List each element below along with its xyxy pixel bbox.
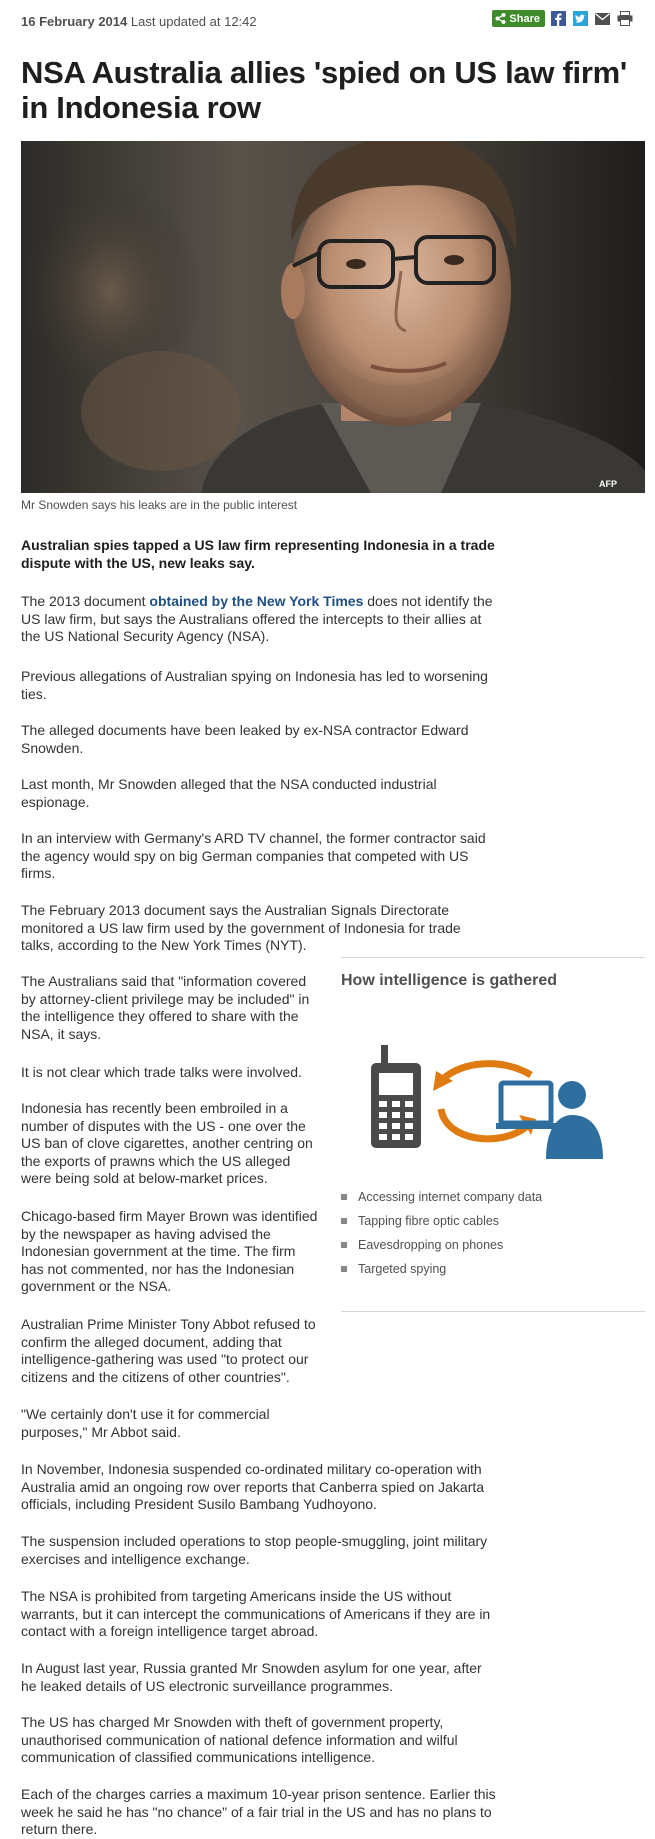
article-paragraph: In an interview with Germany's ARD TV channel, the former contractor said the agency would spy on big German companies that competed with US firms. — [21, 830, 486, 881]
article-headline: NSA Australia allies 'spied on US law firm' in Indonesia row — [21, 55, 627, 125]
share-tools — [492, 10, 633, 27]
list-item: Eavesdropping on phones — [341, 1233, 645, 1257]
lead-paragraph: Australian spies tapped a US law firm representing Indonesia in a trade dispute with the US, new leaks say. — [21, 537, 495, 571]
article-paragraph: In November, Indonesia suspended co-ordinated military co-operation with Australia amid an ongoing row over reports that Canberra spied on Jakarta officials, including President Susilo Bambang Yudhoyono. — [21, 1461, 485, 1512]
article-lead — [21, 537, 496, 572]
list-item: Targeted spying — [341, 1257, 645, 1281]
article-paragraph: It is not clear which trade talks were involved. — [21, 1064, 302, 1080]
bullet-icon — [341, 1242, 347, 1248]
image-credit: AFP — [599, 479, 617, 489]
last-updated: Last updated at 12:42 — [130, 14, 257, 29]
article-paragraph: "We certainly don't use it for commercial purposes," Mr Abbot said. — [21, 1406, 270, 1440]
article-meta-bar — [21, 14, 633, 34]
article-paragraph: Previous allegations of Australian spying on Indonesia has led to worsening ties. — [21, 668, 488, 702]
facebook-icon[interactable] — [550, 10, 567, 27]
bullet-icon — [341, 1266, 347, 1272]
share-label: Share — [509, 12, 540, 25]
computer-user-icon — [496, 1081, 603, 1159]
article-date: 16 February 2014 — [21, 14, 128, 29]
twitter-icon[interactable] — [572, 10, 589, 27]
article-paragraph: The NSA is prohibited from targeting Americans inside the US without warrants, but it can intercept the communications of Americans if they are in contact with a foreign intelligence target abroad. — [21, 1588, 491, 1639]
article-image — [21, 141, 645, 493]
article-paragraph: Each of the charges carries a maximum 10-year prison sentence. Earlier this week he said he has "no chance" of a fair trial in the US and has no plans to return there. — [21, 1786, 496, 1837]
print-icon[interactable] — [616, 10, 633, 27]
article-paragraph: Last month, Mr Snowden alleged that the NSA conducted industrial espionage. — [21, 776, 437, 810]
article-paragraph: The February 2013 document says the Australian Signals Directorate monitored a US law firm used by the government of Indonesia for trade talks, according to the New York Times (NYT). — [21, 902, 461, 953]
article-paragraph: The Australians said that "information covered by attorney-client privilege may be included" in the intelligence they offered to share with the NSA, it says. — [21, 973, 310, 1042]
article-paragraph: Australian Prime Minister Tony Abbot refused to confirm the alleged document, adding that intelligence-gathering was used "to protect our citizens and the citizens of other countries". — [21, 1316, 316, 1385]
bullet-icon — [341, 1218, 347, 1224]
share-icon — [495, 13, 506, 24]
share-button[interactable] — [492, 10, 545, 27]
article-paragraph: The suspension included operations to stop people-smuggling, joint military exercises and intelligence exchange. — [21, 1533, 488, 1567]
article-paragraph: In August last year, Russia granted Mr Snowden asylum for one year, after he leaked details of US electronic surveillance programmes. — [21, 1660, 482, 1694]
article-paragraph: Chicago-based firm Mayer Brown was identified by the newspaper as having advised the Indonesian government at the time. The firm has not commented, nor has the Indonesian government or the NSA. — [21, 1208, 318, 1294]
article-paragraph: The alleged documents have been leaked by ex-NSA contractor Edward Snowden. — [21, 722, 469, 756]
article-paragraph: The US has charged Mr Snowden with theft of government property, unauthorised communication of national defence information and wilful communication of classified communications intelligence. — [21, 1714, 458, 1765]
factbox-title: How intelligence is gathered — [341, 972, 558, 989]
mobile-phone-icon — [371, 1045, 421, 1148]
intelligence-factbox — [341, 957, 645, 1312]
nyt-link[interactable]: obtained by the New York Times — [149, 593, 364, 609]
bullet-icon — [341, 1194, 347, 1200]
factbox-divider — [341, 1311, 645, 1312]
email-icon[interactable] — [594, 10, 611, 27]
image-caption: Mr Snowden says his leaks are in the public interest — [21, 498, 298, 512]
intelligence-diagram — [341, 1017, 645, 1167]
list-item: Tapping fibre optic cables — [341, 1209, 645, 1233]
article-paragraph: Indonesia has recently been embroiled in a number of disputes with the US - one over the US ban of clove cigarettes, another centring on the exports of prawns which the US alleged were being sold at below-market prices. — [21, 1100, 313, 1186]
list-item: Accessing internet company data — [341, 1185, 645, 1209]
factbox-list — [341, 1185, 645, 1281]
article-paragraph: The 2013 document obtained by the New York Times does not identify the US law firm, but says the Australians offered the intercepts to their allies at the US National Security Agency (NSA). — [21, 593, 493, 644]
